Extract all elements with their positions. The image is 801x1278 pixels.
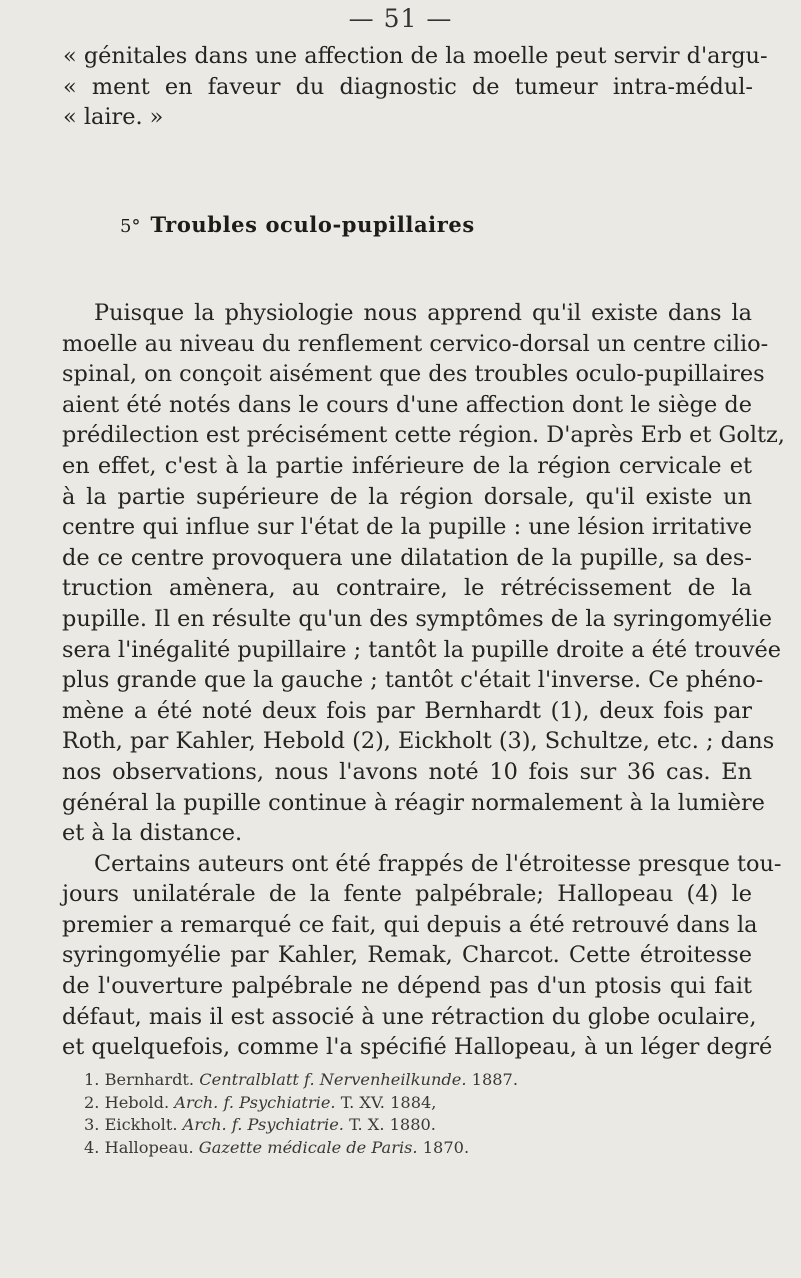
text-line: Certains auteurs ont été frappés de l'étroitesse presque tou- bbox=[94, 850, 782, 877]
footnote-author: Hallopeau. bbox=[104, 1138, 194, 1158]
text-line: à la partie supérieure de la région dorsale, qu'il existe un bbox=[62, 483, 752, 510]
body-text bbox=[62, 298, 785, 1063]
text-line: Roth, par Kahler, Hebold (2), Eickholt (3), Schultze, etc. ; dans bbox=[62, 728, 775, 755]
text-line: général la pupille continue à réagir normalement à la lumière bbox=[62, 789, 765, 816]
footnote-author: Eickholt. bbox=[104, 1115, 178, 1135]
footnote bbox=[84, 1092, 734, 1115]
text-line: sera l'inégalité pupillaire ; tantôt la pupille droite a été trouvée bbox=[62, 636, 782, 663]
intro-quote bbox=[63, 41, 768, 133]
text-line: spinal, on conçoit aisément que des troubles oculo-pupillaires bbox=[62, 361, 765, 388]
footnote-ref: 1887. bbox=[471, 1070, 518, 1089]
footnote-number: 2. bbox=[84, 1092, 100, 1112]
text-line: en effet, c'est à la partie inférieure de la région cervicale et bbox=[62, 452, 752, 479]
text-line: mène a été noté deux fois par Bernhardt (1), deux fois par bbox=[62, 697, 752, 724]
text-line: nos observations, nous l'avons noté 10 fois sur 36 cas. En bbox=[62, 758, 752, 785]
text-line: truction amènera, au contraire, le rétrécissement de la bbox=[62, 575, 752, 602]
text-line: centre qui influe sur l'état de la pupille : une lésion irritative bbox=[62, 514, 752, 541]
footnotes bbox=[84, 1069, 734, 1160]
footnote bbox=[84, 1069, 734, 1092]
text-line: pupille. Il en résulte qu'un des symptômes de la syringomyélie bbox=[62, 605, 772, 632]
footnote-ref: 1870. bbox=[422, 1138, 470, 1158]
text-line: aient été notés dans le cours d'une affection dont le siège de bbox=[62, 391, 752, 418]
text-line: prédilection est précisément cette région. D'après Erb et Goltz, bbox=[62, 422, 785, 449]
footnote bbox=[84, 1137, 734, 1160]
text-line: et quelquefois, comme l'a spécifié Hallopeau, à un léger degré bbox=[62, 1034, 773, 1061]
page-number: — 51 — bbox=[348, 4, 453, 33]
section-title: Troubles oculo-pupillaires bbox=[150, 212, 475, 237]
text-line: plus grande que la gauche ; tantôt c'était l'inverse. Ce phéno- bbox=[62, 667, 764, 694]
footnote bbox=[84, 1114, 734, 1137]
section-number: 5° bbox=[120, 216, 141, 237]
text-line: syringomyélie par Kahler, Remak, Charcot. Cette étroitesse bbox=[62, 942, 752, 969]
footnote-ref: T. XV. 1884, bbox=[340, 1092, 437, 1112]
text-line: et à la distance. bbox=[62, 820, 243, 847]
footnote-number: 3. bbox=[84, 1115, 100, 1135]
footnote-ref: T. X. 1880. bbox=[349, 1115, 436, 1135]
text-line: jours unilatérale de la fente palpébrale; Hallopeau (4) le bbox=[62, 881, 752, 908]
text-line: de ce centre provoquera une dilatation de la pupille, sa des- bbox=[62, 544, 752, 571]
text-line: « génitales dans une affection de la moelle peut servir d'argu- bbox=[63, 43, 768, 69]
footnote-author: Hebold. bbox=[104, 1092, 170, 1112]
text-line: Puisque la physiologie nous apprend qu'il existe dans la bbox=[94, 300, 752, 326]
text-line: « laire. » bbox=[63, 104, 164, 131]
text-line: premier a remarqué ce fait, qui depuis a été retrouvé dans la bbox=[62, 911, 758, 938]
footnote-source: Gazette médicale de Paris. bbox=[198, 1138, 418, 1158]
footnote-source: Centralblatt f. Nervenheilkunde. bbox=[199, 1070, 467, 1089]
text-line: défaut, mais il est associé à une rétraction du globe oculaire, bbox=[62, 1003, 757, 1030]
footnote-source: Arch. f. Psychiatrie. bbox=[174, 1092, 336, 1112]
footnote-number: 4. bbox=[84, 1138, 100, 1158]
text-line: moelle au niveau du renflement cervico-dorsal un centre cilio- bbox=[62, 330, 769, 357]
text-line: de l'ouverture palpébrale ne dépend pas d'un ptosis qui fait bbox=[62, 973, 752, 1000]
footnote-source: Arch. f. Psychiatrie. bbox=[182, 1115, 344, 1135]
footnote-author: Bernhardt. bbox=[104, 1070, 195, 1089]
text-line: « ment en faveur du diagnostic de tumeur intra-médul- bbox=[63, 73, 753, 100]
section-heading bbox=[120, 212, 475, 237]
footnote-number: 1. bbox=[84, 1070, 100, 1089]
